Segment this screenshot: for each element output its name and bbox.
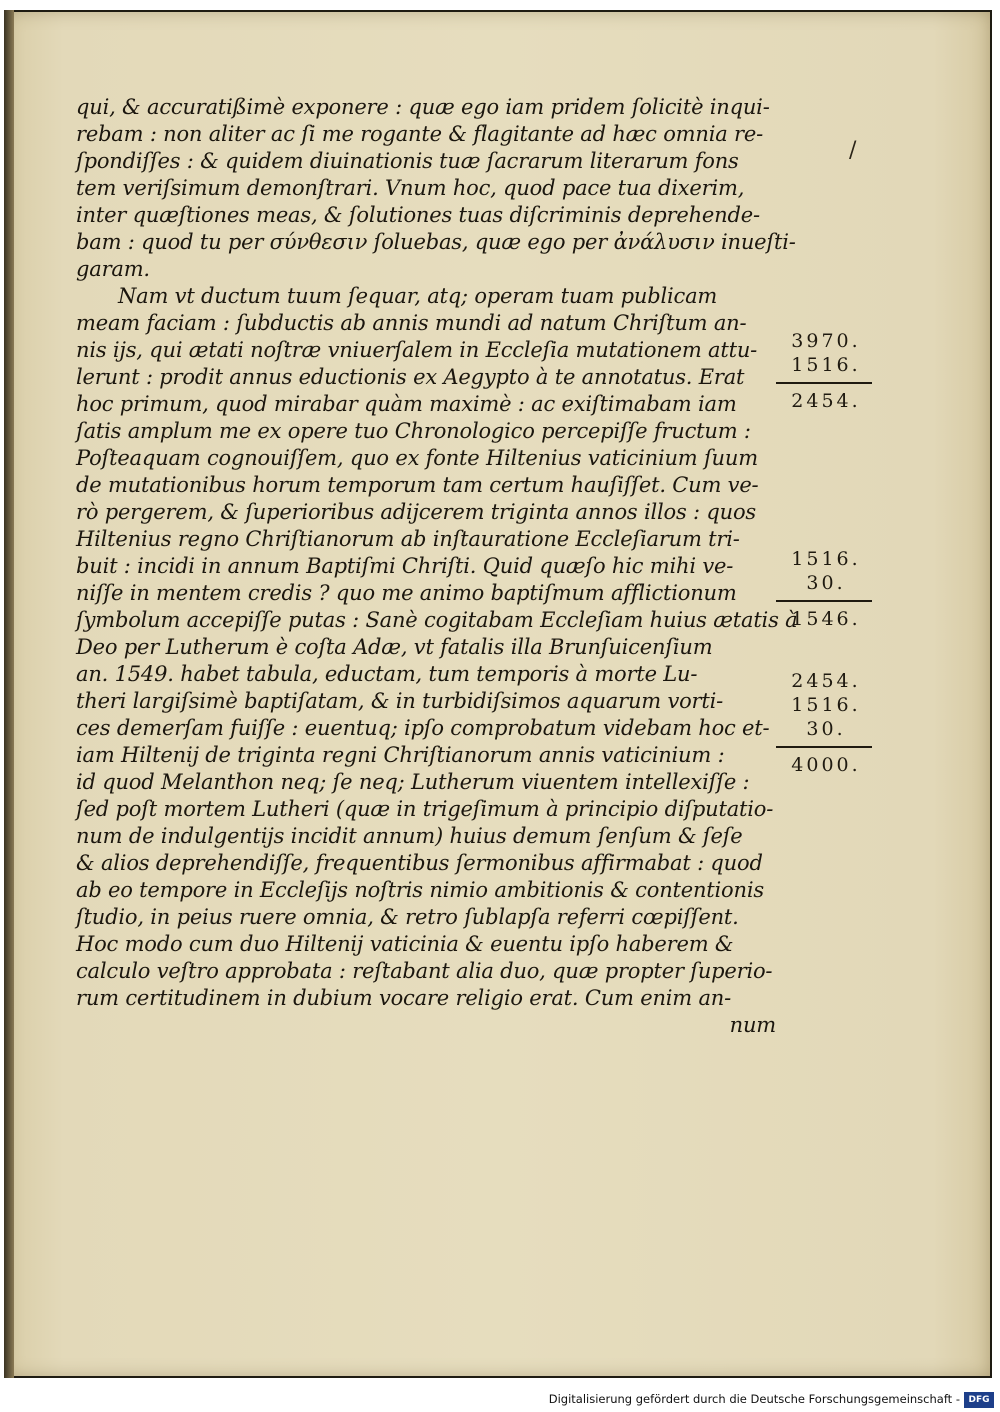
text-line: ſed poſt mortem Lutheri (quæ in trigeſimum à principio diſputatio- — [76, 797, 774, 821]
dfg-logo: DFG — [964, 1392, 994, 1408]
calc-operand: 3970. — [791, 330, 861, 352]
text-line: rò pergerem, & ſuperioribus adijcerem triginta annos illos : quos — [76, 500, 756, 524]
calc-result: 2454. — [791, 390, 861, 412]
catchword: num — [729, 1013, 776, 1037]
text-line: ſpondiſſes : & quidem diuinationis tuæ ſacrarum literarum fons — [76, 149, 739, 173]
text-line: niſſe in mentem credis ? quo me animo baptiſmum afflictionum — [76, 581, 737, 605]
text-line: rum certitudinem in dubium vocare religio erat. Cum enim an- — [76, 986, 732, 1010]
calc-rule — [776, 746, 872, 748]
text-line: ces demerſam fuiſſe : euentuq; ipſo comprobatum videbam hoc et- — [76, 716, 770, 740]
text-line: ſtudio, in peius ruere omnia, & retro ſublapſa referri cœpiſſent. — [76, 905, 739, 929]
book-page — [4, 10, 992, 1378]
text-line: meam faciam : ſubductis ab annis mundi ad natum Chriſtum an- — [76, 311, 747, 335]
text-line: theri largiſsimè baptiſatam, & in turbidiſsimos aquarum vorti- — [76, 689, 724, 713]
text-line: bam : quod tu per σύνθεσιν ſoluebas, quæ ego per ἀνάλυσιν inueſti- — [76, 230, 796, 254]
text-line: rebam : non aliter ac ſi me rogante & flagitante ad hæc omnia re- — [76, 122, 763, 146]
text-line: tem veriſsimum demonſtrari. Vnum hoc, quod pace tua dixerim, — [76, 176, 745, 200]
body-text — [76, 94, 798, 1039]
text-line: & alios deprehendiſſe, frequentibus ſermonibus affirmabat : quod — [76, 851, 763, 875]
calc-result: 4000. — [791, 754, 861, 776]
text-line: garam. — [76, 257, 150, 281]
calc-operand: 30. — [806, 718, 846, 740]
text-line: num de indulgentijs incidit annum) huius demum ſenſum & ſeſe — [76, 824, 743, 848]
page-edge — [4, 10, 14, 1378]
digitization-footer — [0, 1378, 1000, 1412]
calc-operand: 1516. — [791, 548, 861, 570]
text-line: Poſteaquam cognouiſſem, quo ex fonte Hiltenius vaticinium ſuum — [76, 446, 758, 470]
text-line: hoc primum, quod mirabar quàm maximè : ac exiſtimabam iam — [76, 392, 737, 416]
text-line: calculo veſtro approbata : reſtabant alia duo, quæ propter ſuperio- — [76, 959, 773, 983]
margin-mark: / — [849, 138, 857, 163]
text-line: iam Hiltenij de triginta regni Chriſtianorum annis vaticinium : — [76, 743, 725, 767]
funding-credit: Digitalisierung gefördert durch die Deutsche Forschungsgemeinschaft - — [548, 1392, 960, 1406]
margin-calculation-1 — [776, 330, 876, 414]
margin-calculation-3 — [776, 670, 876, 778]
text-line: ab eo tempore in Eccleſijs noſtris nimio ambitionis & contentionis — [76, 878, 764, 902]
text-line: qui, & accuratißimè exponere : quæ ego iam pridem ſolicitè inqui- — [76, 95, 770, 119]
calc-operand: 30. — [806, 572, 846, 594]
text-line: Hiltenius regno Chriſtianorum ab inſtauratione Eccleſiarum tri- — [76, 527, 740, 551]
text-line: buit : incidi in annum Baptiſmi Chriſti. Quid quæſo hic mihi ve- — [76, 554, 734, 578]
calc-rule — [776, 600, 872, 602]
text-line: an. 1549. habet tabula, eductam, tum temporis à morte Lu- — [76, 662, 698, 686]
calc-result: 1546. — [791, 608, 861, 630]
calc-rule — [776, 382, 872, 384]
margin-calculation-2 — [776, 548, 876, 632]
text-line: de mutationibus horum temporum tam certum hauſiſſet. Cum ve- — [76, 473, 759, 497]
text-line: ſymbolum accepiſſe putas : Sanè cogitabam Eccleſiam huius ætatis à — [76, 608, 798, 632]
calc-operand: 1516. — [791, 354, 861, 376]
calc-operand: 2454. — [791, 670, 861, 692]
calc-operand: 1516. — [791, 694, 861, 716]
text-line: nis ijs, qui ætati noſtræ vniuerſalem in Eccleſia mutationem attu- — [76, 338, 758, 362]
text-line: lerunt : prodit annus eductionis ex Aegypto à te annotatus. Erat — [76, 365, 745, 389]
text-line: id quod Melanthon neq; ſe neq; Lutherum viuentem intellexiſſe : — [76, 770, 750, 794]
text-line: inter quæſtiones meas, & ſolutiones tuas diſcriminis deprehende- — [76, 203, 760, 227]
text-line: ſatis amplum me ex opere tuo Chronologico percepiſſe fructum : — [76, 419, 751, 443]
text-line: Nam vt ductum tuum ſequar, atq; operam tuam publicam — [118, 284, 718, 308]
text-line: Hoc modo cum duo Hiltenij vaticinia & euentu ipſo haberem & — [76, 932, 734, 956]
text-line: Deo per Lutherum è coſta Adæ, vt fatalis illa Brunſuicenſium — [76, 635, 713, 659]
